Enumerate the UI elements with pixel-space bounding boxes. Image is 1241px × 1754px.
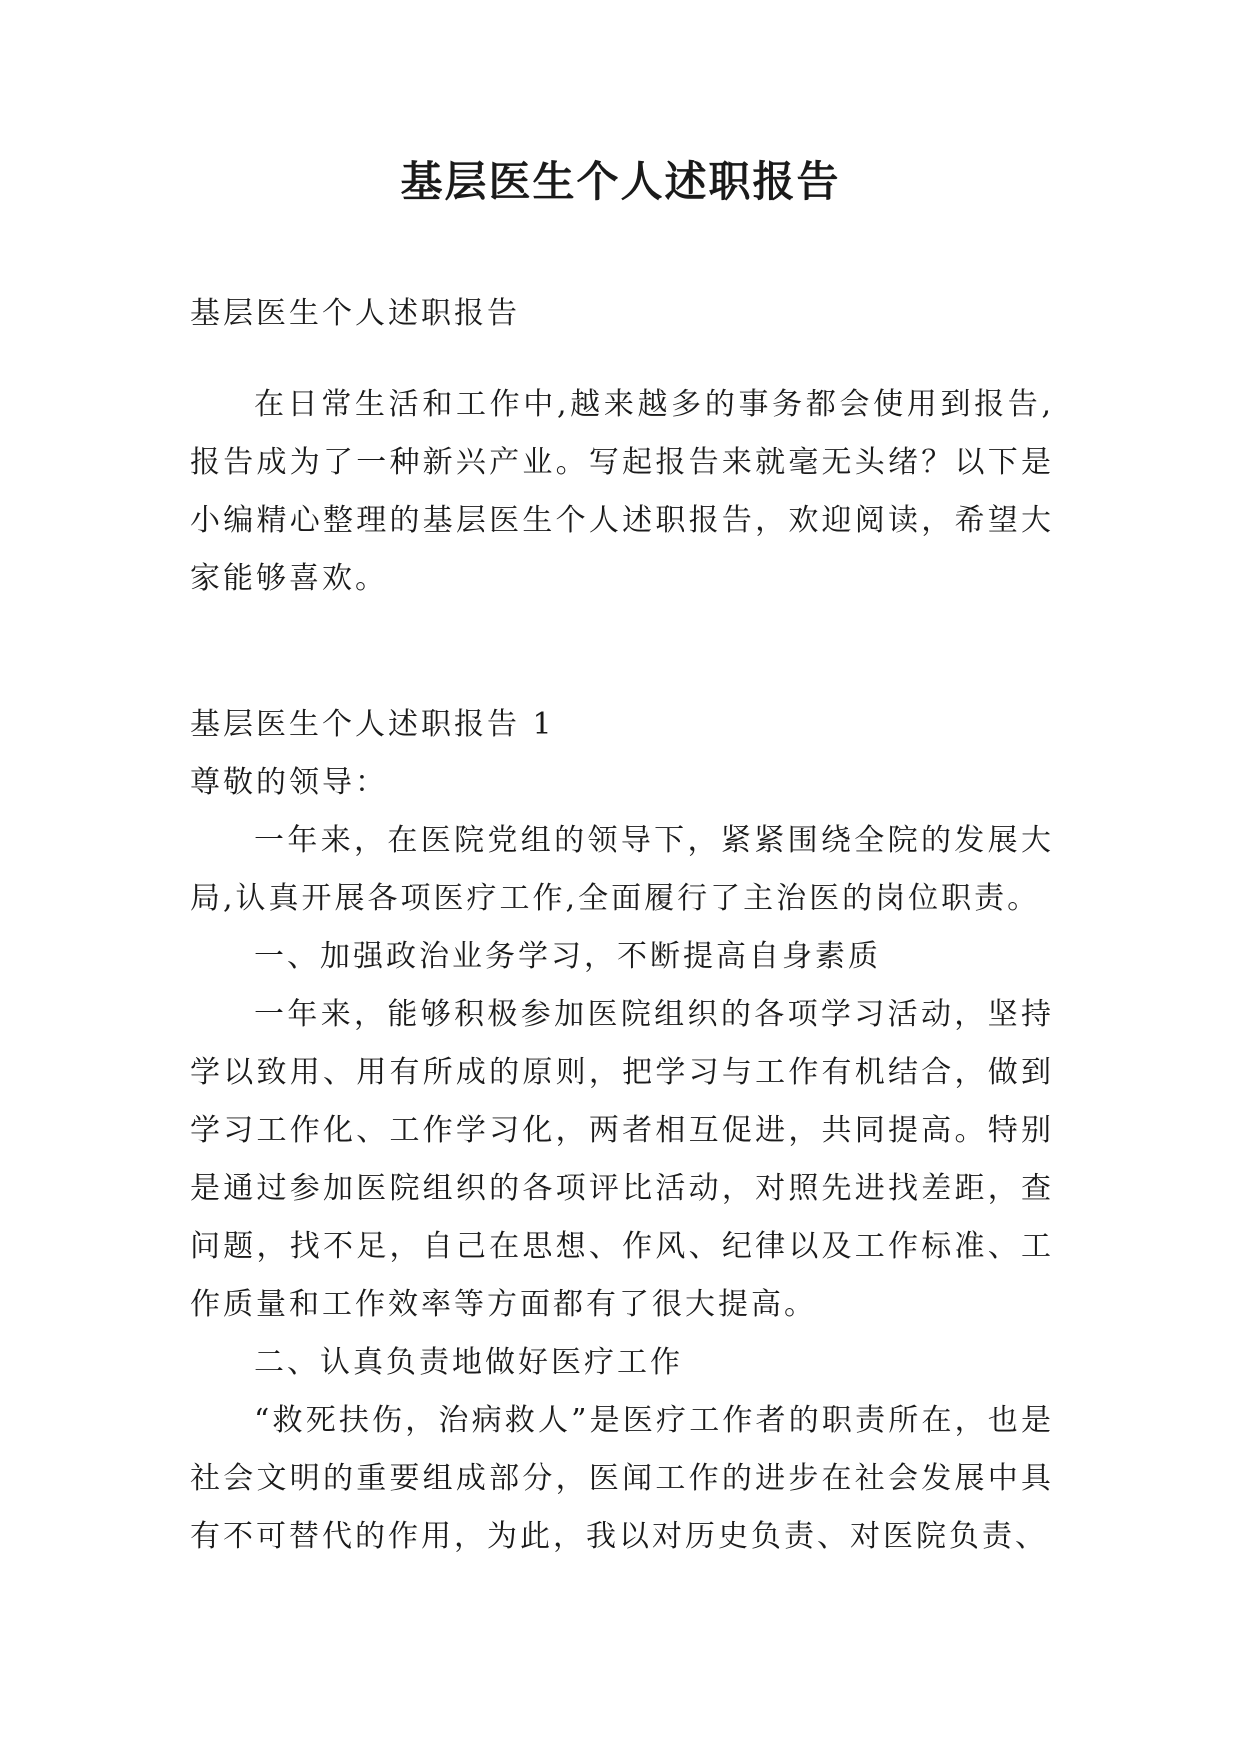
section-heading-2: 二、认真负责地做好医疗工作	[254, 1345, 683, 1380]
body-paragraph: 一年来，在医院党组的领导下，紧紧围绕全院的发展大局,认真开展各项医疗工作,全面履行了主治医的岗位职责。	[190, 823, 1054, 916]
section-heading-1: 一、加强政治业务学习，不断提高自身素质	[254, 939, 881, 974]
document-title: 基层医生个人述职报告	[400, 157, 841, 206]
document-subtitle: 基层医生个人述职报告	[190, 296, 520, 331]
intro-paragraph: 在日常生活和工作中,越来越多的事务都会使用到报告,报告成为了一种新兴产业。写起报告来就毫无头绪？以下是小编精心整理的基层医生个人述职报告，欢迎阅读，希望大家能够喜欢。	[190, 387, 1054, 596]
salutation: 尊敬的领导：	[190, 765, 388, 800]
section-heading: 基层医生个人述职报告 1	[190, 707, 555, 742]
body-paragraph: 一年来，能够积极参加医院组织的各项学习活动，坚持学以致用、用有所成的原则，把学习与工作有机结合，做到学习工作化、工作学习化，两者相互促进，共同提高。特别是通过参加医院组织的各项评比活动，对照先进找差距，查问题，找不足，自己在思想、作风、纪律以及工作标准、工作质量和工作效率等方面都有了很大提高。	[190, 997, 1054, 1322]
body-paragraph: “救死扶伤，治病救人”是医疗工作者的职责所在，也是社会文明的重要组成部分，医闻工作的进步在社会发展中具有不可替代的作用，为此，我以对历史负责、对医院负责、	[190, 1403, 1054, 1554]
